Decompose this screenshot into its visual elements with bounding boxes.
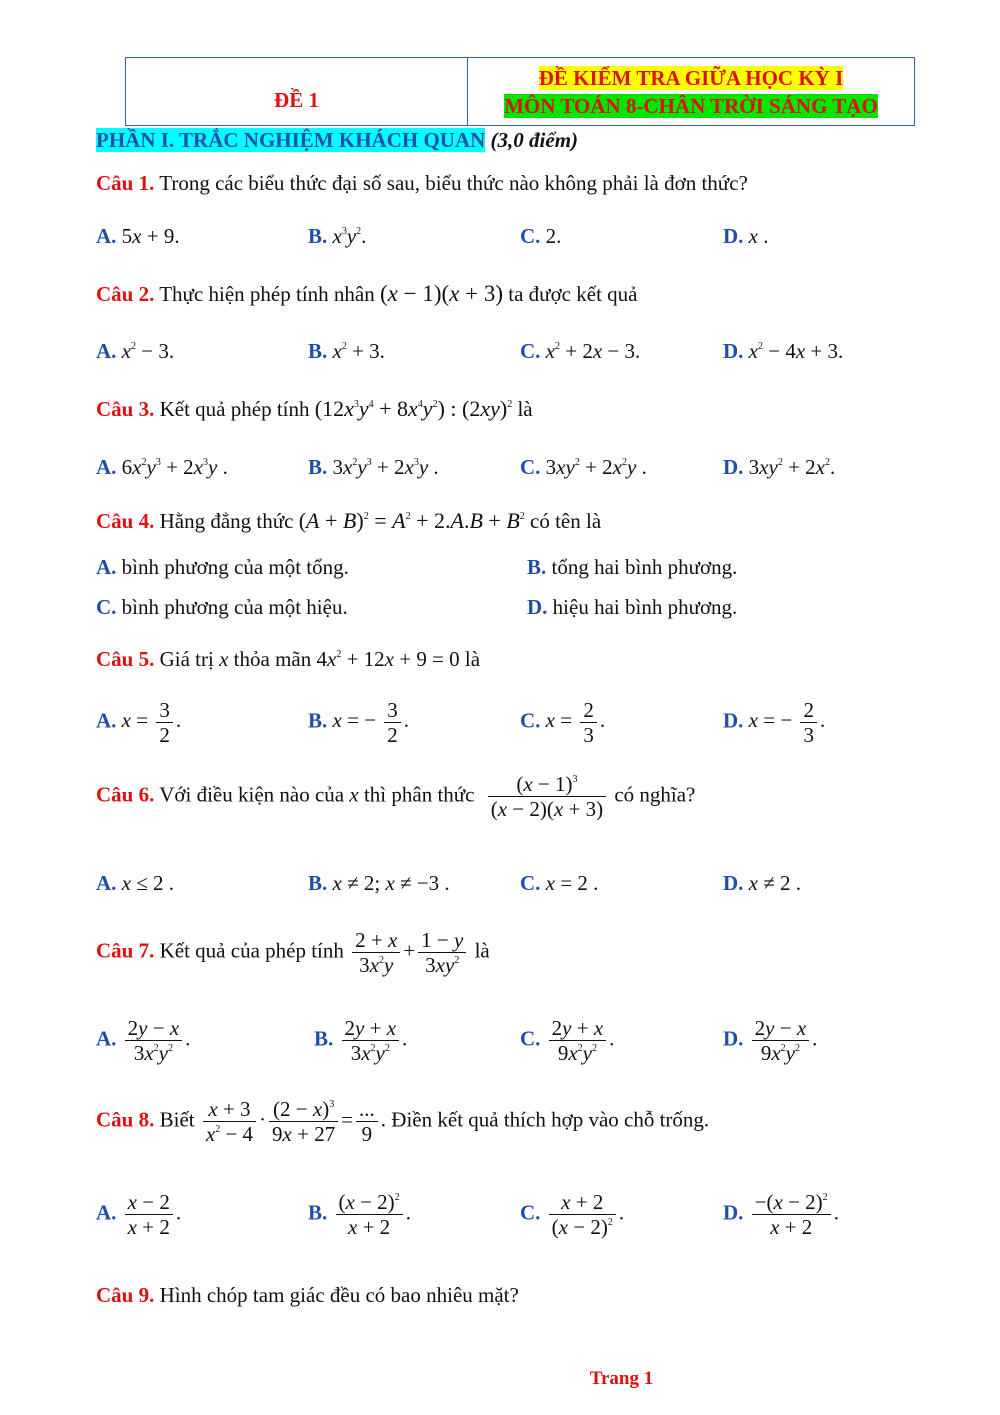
option-letter: A.	[96, 1026, 117, 1051]
q4-option-a	[96, 555, 349, 580]
question-label: Câu 1.	[96, 171, 155, 195]
option-letter: B.	[308, 708, 328, 733]
option-letter: A.	[96, 224, 117, 248]
q3-option-d: D. $3xy^2 + 2x^2$.	[723, 455, 836, 479]
option-letter: A.	[96, 1200, 117, 1225]
question-text: Hằng đẳng thức	[159, 509, 294, 533]
q4-option-b	[527, 555, 737, 580]
q8-option-d: D. $\frac{-(x - 2)^2}{x + 2}$ .	[723, 1190, 839, 1239]
question-text-after: có tên là	[530, 509, 602, 533]
option-letter: D.	[723, 1026, 744, 1051]
option-letter: C.	[520, 708, 541, 733]
q8-option-c: C. $\frac{x + 2}{(x - 2)^2}$ .	[520, 1190, 625, 1239]
question-3: Câu 3. Kết quả phép tính $(12x^3y^4 + 8x^4y^2)$ : $(2xy)^2$ là	[96, 396, 533, 421]
q3-option-c: C. $3xy^2 + 2x^2y$ .	[520, 455, 647, 479]
option-letter: C.	[520, 1026, 541, 1051]
option-letter: C.	[96, 595, 117, 619]
q7-option-d: D. $\frac{2y - x}{9x^2y^2}$ .	[723, 1016, 818, 1065]
q3-option-b: B. $3x^2y^3 + 2x^3y$ .	[308, 455, 439, 479]
option-letter: A.	[96, 455, 117, 479]
q7-option-c: C. $\frac{2y + x}{9x^2y^2}$ .	[520, 1016, 615, 1065]
exam-title-line1: ĐỀ KIỂM TRA GIỮA HỌC KỲ I	[538, 65, 844, 90]
option-letter: B.	[308, 339, 328, 363]
question-2: Câu 2. Thực hiện phép tính nhân (x − 1)(x + 3) ta được kết quả	[96, 281, 638, 306]
question-text-after: là	[517, 397, 533, 421]
question-8: Câu 8. Biết $\frac{x + 3}{x^2 - 4}$ · $\frac{(2 - x)^3}{9x + 27}$ = $\frac{...}{9}$ . Điền kết quả thích hợp vào chỗ trống.	[96, 1097, 710, 1146]
question-label: Câu 7.	[96, 938, 155, 963]
question-9	[96, 1283, 519, 1308]
question-text-after: là	[464, 647, 481, 671]
question-1	[96, 171, 748, 196]
question-text-after: ta được kết quả	[508, 282, 638, 306]
page-number: Trang 1	[589, 1368, 654, 1389]
option-text: hiệu hai bình phương.	[552, 595, 738, 619]
q6-option-a: A. x ≤ 2 .	[96, 871, 175, 895]
section-title: PHẦN I. TRẮC NGHIỆM KHÁCH QUAN	[96, 128, 486, 152]
header-box	[125, 57, 915, 126]
question-label: Câu 5.	[96, 647, 155, 671]
exam-code-cell	[126, 58, 468, 126]
option-letter: D.	[723, 871, 744, 895]
option-letter: A.	[96, 871, 117, 895]
option-letter: B.	[308, 224, 328, 248]
option-letter: D.	[723, 339, 744, 363]
question-text: Kết quả phép tính	[159, 397, 310, 421]
option-letter: D.	[723, 708, 744, 733]
question-text-after: là	[474, 938, 490, 963]
option-letter: C.	[520, 1200, 541, 1225]
q4-option-c	[96, 595, 348, 620]
q6-option-d: D. x ≠ 2 .	[723, 871, 802, 895]
q2-option-a: A. $x^2 - 3$.	[96, 339, 175, 363]
q1-option-d: D. x .	[723, 224, 769, 248]
question-text: Trong các biểu thức đại số sau, biểu thức nào không phải là đơn thức?	[159, 171, 748, 195]
option-text: tổng hai bình phương.	[551, 555, 738, 579]
q1-option-a: A. 5x + 9.	[96, 224, 180, 248]
q5-option-b: B. x = − $\frac{3}{2}$ .	[308, 698, 410, 747]
question-label: Câu 6.	[96, 782, 155, 807]
q2-option-c: C. $x^2 + 2x - 3$.	[520, 339, 641, 363]
question-7: Câu 7. Kết quả của phép tính $\frac{2 + x}{3x^2y}$ + $\frac{1 - y}{3xy^2}$ là	[96, 928, 490, 977]
q7-option-b: B. $\frac{2y + x}{3x^2y^2}$ .	[314, 1016, 408, 1065]
q8-option-b: B. $\frac{(x - 2)^2}{x + 2}$ .	[308, 1190, 411, 1239]
q5-option-a: A. x = $\frac{3}{2}$ .	[96, 698, 182, 747]
option-letter: C.	[520, 455, 541, 479]
question-text: Giá trị	[159, 647, 214, 671]
option-letter: C.	[520, 339, 541, 363]
q3-option-a: A. $6x^2y^3 + 2x^3y$ .	[96, 455, 228, 479]
question-label: Câu 9.	[96, 1283, 155, 1307]
question-label: Câu 4.	[96, 509, 155, 533]
q7-option-a: A. $\frac{2y - x}{3x^2y^2}$ .	[96, 1016, 191, 1065]
q8-option-a: A. $\frac{x - 2}{x + 2}$ .	[96, 1190, 182, 1239]
q4-option-d	[527, 595, 737, 620]
footer	[0, 1368, 1000, 1390]
question-text: Thực hiện phép tính nhân	[159, 282, 375, 306]
exam-title-line2: MÔN TOÁN 8-CHÂN TRỜI SÁNG TẠO	[504, 93, 878, 118]
option-letter: B.	[308, 871, 328, 895]
question-text-after: . Điền kết quả thích hợp vào chỗ trống.	[380, 1107, 710, 1132]
question-text: Biết	[159, 1107, 195, 1132]
q1-option-b: B. $x^3y^2$.	[308, 224, 367, 248]
exam-title-cell	[468, 58, 915, 126]
question-label: Câu 3.	[96, 397, 155, 421]
option-letter: D.	[723, 455, 744, 479]
question-text-mid: thì phân thức	[363, 782, 475, 807]
exam-code: ĐỀ 1	[274, 87, 319, 112]
option-letter: B.	[527, 555, 547, 579]
option-letter: C.	[520, 871, 541, 895]
option-letter: D.	[527, 595, 548, 619]
option-text: bình phương của một tổng.	[121, 555, 349, 579]
option-letter: B.	[314, 1026, 334, 1051]
question-5: Câu 5. Giá trị x thỏa mãn $4x^2 + 12x + 9 = 0$ là	[96, 647, 481, 671]
q5-option-c: C. x = $\frac{2}{3}$ .	[520, 698, 606, 747]
q5-option-d: D. x = − $\frac{2}{3}$ .	[723, 698, 826, 747]
section-points: (3,0 điểm)	[490, 128, 579, 152]
option-letter: B.	[308, 1200, 328, 1225]
section-title-row	[96, 128, 578, 153]
option-letter: D.	[723, 1200, 744, 1225]
question-text-after: có nghĩa?	[614, 782, 696, 807]
q2-option-b: B. $x^2 + 3$.	[308, 339, 385, 363]
q1-option-c: C. 2.	[520, 224, 562, 248]
question-text: Hình chóp tam giác đều có bao nhiêu mặt?	[159, 1283, 519, 1307]
option-text: bình phương của một hiệu.	[121, 595, 348, 619]
option-letter: A.	[96, 339, 117, 363]
q2-option-d: D. $x^2 - 4x + 3$.	[723, 339, 844, 363]
question-text: Kết quả của phép tính	[159, 938, 344, 963]
question-text: Với điều kiện nào của	[159, 782, 345, 807]
option-letter: C.	[520, 224, 541, 248]
q6-option-c: C. x = 2 .	[520, 871, 599, 895]
question-6: Câu 6. Với điều kiện nào của x thì phân thức $\frac{(x - 1)^3}{(x - 2)(x + 3)}$ có nghĩa?	[96, 772, 696, 821]
question-text-mid: thỏa mãn	[233, 647, 312, 671]
question-4: Câu 4. Hằng đẳng thức $(A + B)^2 = A^2 + 2.A.B + B^2$ có tên là	[96, 508, 602, 533]
option-letter: A.	[96, 708, 117, 733]
option-letter: D.	[723, 224, 744, 248]
option-letter: B.	[308, 455, 328, 479]
question-label: Câu 8.	[96, 1107, 155, 1132]
question-label: Câu 2.	[96, 282, 155, 306]
q6-option-b: B. x ≠ 2; x ≠ −3 .	[308, 871, 450, 895]
option-letter: A.	[96, 555, 117, 579]
